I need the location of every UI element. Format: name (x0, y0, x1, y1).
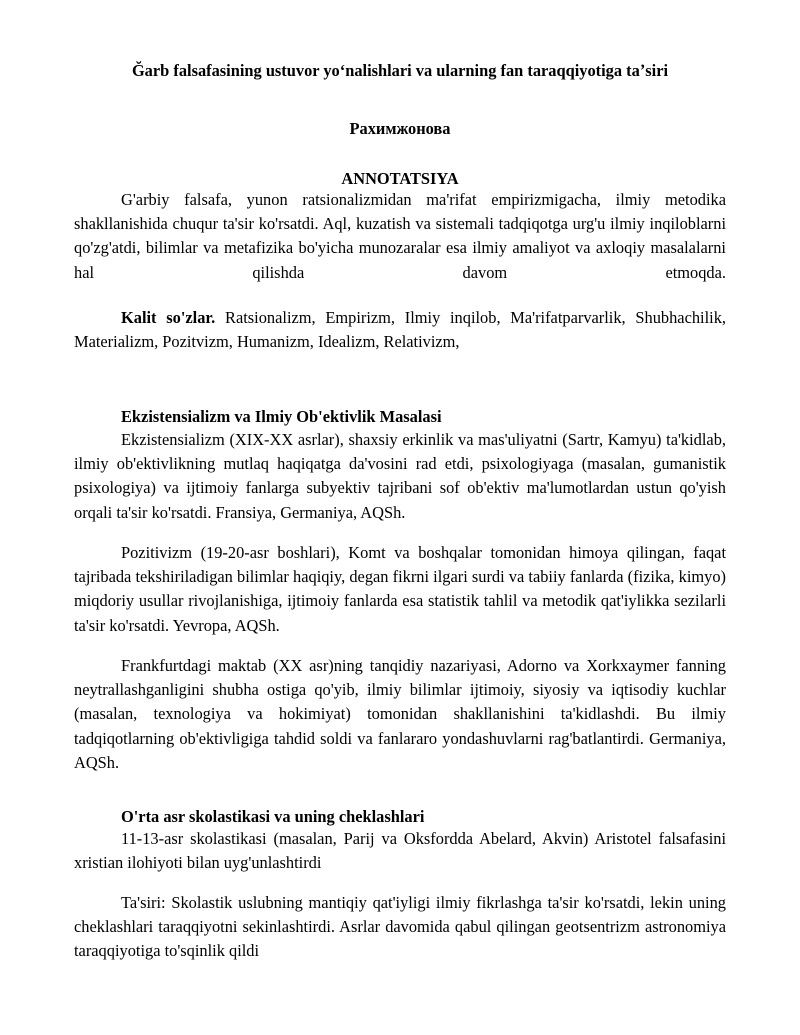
keywords-paragraph (74, 306, 726, 354)
paragraph-existentialism: Ekzistensializm (XIX-XX asrlar), shaxsiy erkinlik va mas'uliyatni (Sartr, Kamyu) ta'kidlab, ilmiy ob'ektivlikning mutlaq haqiqatga da'vosini rad etdi, psixologiyaga (masalan, gumanistik psixologiya) va ijtimoiy fanlarga subyektiv tajribani sof ob'ektiv ma'lumotlardan ustun qo'yish orqali ta'sir ko'rsatdi. Fransiya, Germaniya, AQSh. (74, 430, 726, 522)
paragraph-positivism: Pozitivizm (19-20-asr boshlari), Komt va boshqalar tomonidan himoya qilingan, faqat tajribada tekshiriladigan bilimlar haqiqiy, degan fikrni ilgari surdi va tabiiy fanlarda (fizika, kimyo) miqdoriy usullar rivojlanishiga, ijtimoiy fanlarda esa statistik tahlil va metodik qat'iylikka sezilarli ta'sir ko'rsatdi. Yevropa, AQSh. (74, 543, 726, 635)
section-heading-existentialism: Ekzistensializm va Ilmiy Ob'ektivlik Masalasi (121, 407, 442, 426)
keywords-label: Kalit so'zlar. (121, 308, 216, 327)
document-title: Ğarb falsafasining ustuvor yoʻnalishlari va ularning fan taraqqiyotiga taʼsiri (131, 61, 669, 80)
author-name: Рахимжонова (349, 119, 451, 138)
paragraph-influence: Ta'siri: Skolastik uslubning mantiqiy qat'iyligi ilmiy fikrlashga ta'sir ko'rsatdi, lekin uning cheklashlari taraqqiyotni sekinlashtirdi. Asrlar davomida qabul qilingan geotsentrizm astronomiya taraqqiyotiga to'sqinlik qildi (74, 893, 726, 961)
abstract-heading: ANNOTATSIYA (341, 169, 459, 188)
section-heading-scholasticism: O'rta asr skolastikasi va uning cheklashlari (121, 807, 425, 826)
keywords-text: Ratsionalizm, Empirizm, Ilmiy inqilob, Ma'rifatparvarlik, Shubhachilik, Materializm, Pozitvizm, Humanizm, Idealizm, Relativizm, (74, 308, 726, 352)
paragraph-scholasticism: 11-13-asr skolastikasi (masalan, Parij va Oksfordda Abelard, Akvin) Aristotel falsafasini xristian ilohiyoti bilan uyg'unlashtirdi (74, 829, 726, 873)
paragraph-frankfurt-school: Frankfurtdagi maktab (XX asr)ning tanqidiy nazariyasi, Adorno va Xorkxaymer fanning neytrallashganligini shubha ostiga qo'yib, ilmiy bilimlar ijtimoiy, siyosiy va iqtisodiy kuchlar (masalan, texnologiya va hokimiyat) tomonidan shakllanishini ta'kidlashdi. Bu ilmiy tadqiqotlarning ob'ektivligiga tahdid soldi va fanlararo yondashuvlarni rag'batlantirdi. Germaniya, AQSh. (74, 656, 726, 772)
abstract-text: G'arbiy falsafa, yunon ratsionalizmidan ma'rifat empirizmigacha, ilmiy metodika shakllanishida chuqur ta'sir ko'rsatdi. Aql, kuzatish va sistemali tadqiqotga urg'u ilmiy inqiloblarni qo'zg'atdi, bilimlar va metafizika bo'yicha munozaralar esa ilmiy amaliyot va axloqiy masalalarni hal qilishda davom etmoqda. (74, 190, 726, 282)
